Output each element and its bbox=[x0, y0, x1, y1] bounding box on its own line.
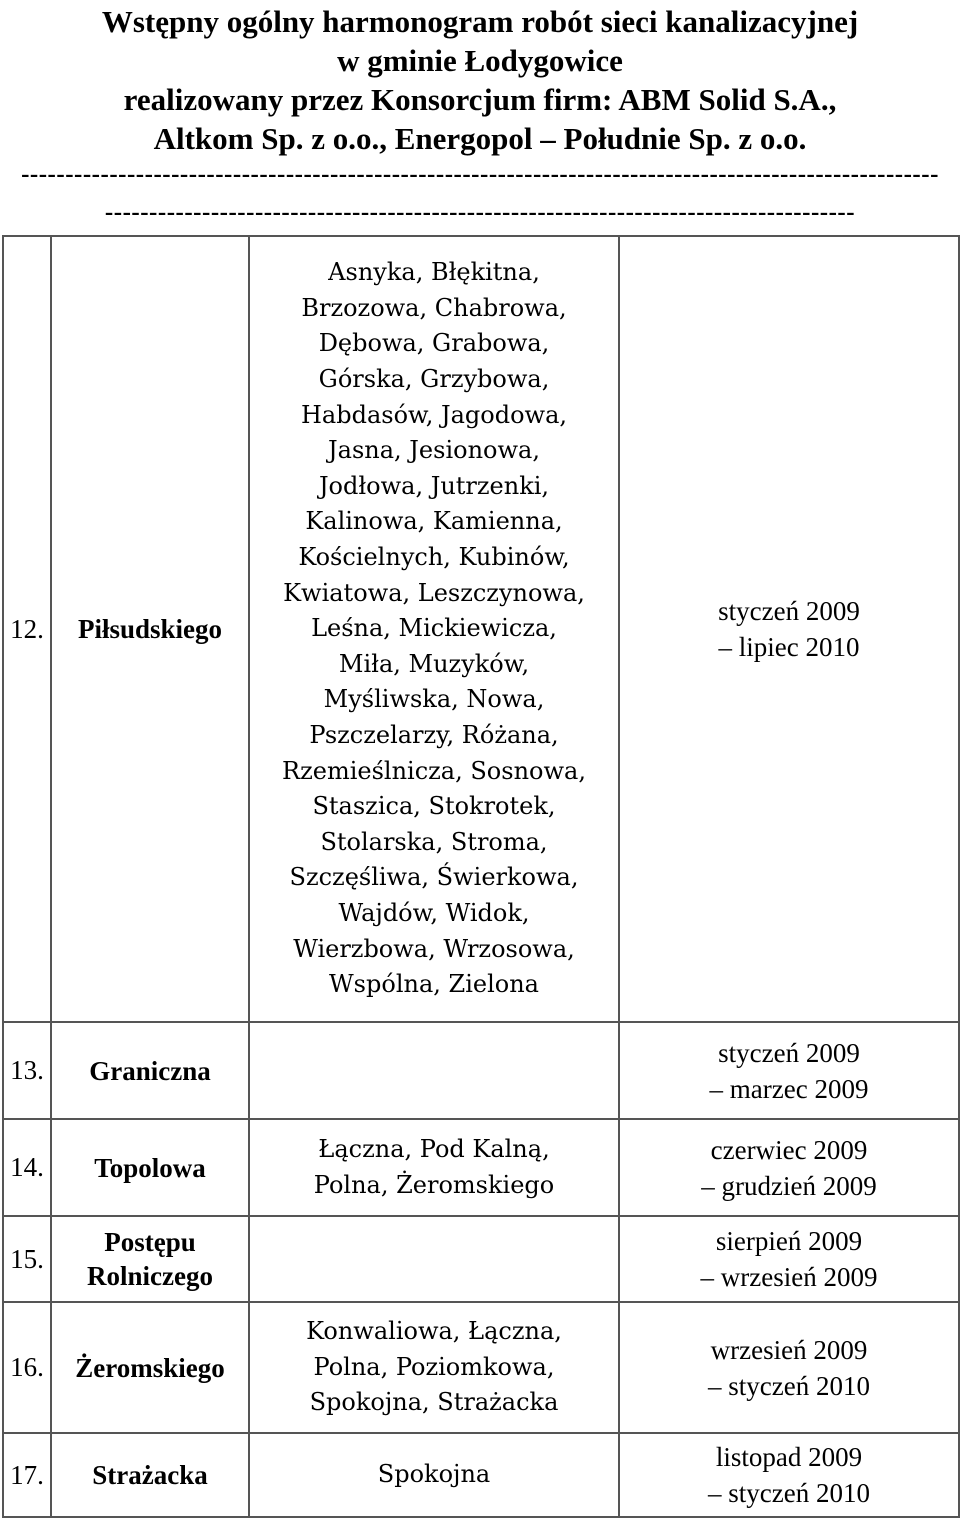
title-line-4: Altkom Sp. z o.o., Energopol – Południe Sp. z o.o. bbox=[153, 121, 807, 156]
main-street: Postępu Rolniczego bbox=[51, 1216, 249, 1302]
main-street: Graniczna bbox=[51, 1022, 249, 1119]
row-number: 15. bbox=[3, 1216, 51, 1302]
side-streets: Łączna, Pod Kalną, Polna, Żeromskiego bbox=[249, 1119, 619, 1216]
title-line-3: realizowany przez Konsorcjum firm: ABM Solid S.A., bbox=[123, 82, 837, 117]
dash-separator-2: ------------------------------------------------------------------------------------- bbox=[104, 201, 856, 225]
work-period: wrzesień 2009 – styczeń 2010 bbox=[619, 1302, 959, 1433]
table-row bbox=[3, 1433, 959, 1517]
dash-separator-1: -------------------------------------------------------------------------------------------------------- bbox=[21, 163, 939, 187]
main-street: Żeromskiego bbox=[51, 1302, 249, 1433]
document-title bbox=[0, 0, 960, 158]
work-period: sierpień 2009 – wrzesień 2009 bbox=[619, 1216, 959, 1302]
table-row bbox=[3, 1119, 959, 1216]
work-period: czerwiec 2009 – grudzień 2009 bbox=[619, 1119, 959, 1216]
main-street: Piłsudskiego bbox=[51, 236, 249, 1022]
table-row bbox=[3, 1022, 959, 1119]
side-streets: Konwaliowa, Łączna, Polna, Poziomkowa, Spokojna, Strażacka bbox=[249, 1302, 619, 1433]
side-streets bbox=[249, 1216, 619, 1302]
title-line-1: Wstępny ogólny harmonogram robót sieci kanalizacyjnej bbox=[101, 4, 859, 39]
side-streets: Asnyka, Błękitna, Brzozowa, Chabrowa, Dębowa, Grabowa, Górska, Grzybowa, Habdasów, Jagodowa, Jasna, Jesionowa, Jodłowa, Jutrzenki, Kalinowa, Kamienna, Kościelnych, Kubinów, Kwiatowa, Leszczynowa, Leśna, Mickiewicza, Miła, Muzyków, Myśliwska, Nowa, Pszczelarzy, Różana, Rzemieślnicza, Sosnowa, Staszica, Stokrotek, Stolarska, Stroma, Szczęśliwa, Świerkowa, Wajdów, Widok, Wierzbowa, Wrzosowa, Wspólna, Zielona bbox=[249, 236, 619, 1022]
row-number: 14. bbox=[3, 1119, 51, 1216]
row-number: 17. bbox=[3, 1433, 51, 1517]
table-row bbox=[3, 1302, 959, 1433]
work-period: styczeń 2009 – lipiec 2010 bbox=[619, 236, 959, 1022]
table-row bbox=[3, 236, 959, 1022]
main-street: Topolowa bbox=[51, 1119, 249, 1216]
row-number: 12. bbox=[3, 236, 51, 1022]
row-number: 16. bbox=[3, 1302, 51, 1433]
work-period: listopad 2009 – styczeń 2010 bbox=[619, 1433, 959, 1517]
side-streets: Spokojna bbox=[249, 1433, 619, 1517]
schedule-table bbox=[2, 235, 960, 1518]
row-number: 13. bbox=[3, 1022, 51, 1119]
side-streets bbox=[249, 1022, 619, 1119]
main-street: Strażacka bbox=[51, 1433, 249, 1517]
table-row bbox=[3, 1216, 959, 1302]
work-period: styczeń 2009 – marzec 2009 bbox=[619, 1022, 959, 1119]
title-line-2: w gminie Łodygowice bbox=[337, 43, 623, 78]
